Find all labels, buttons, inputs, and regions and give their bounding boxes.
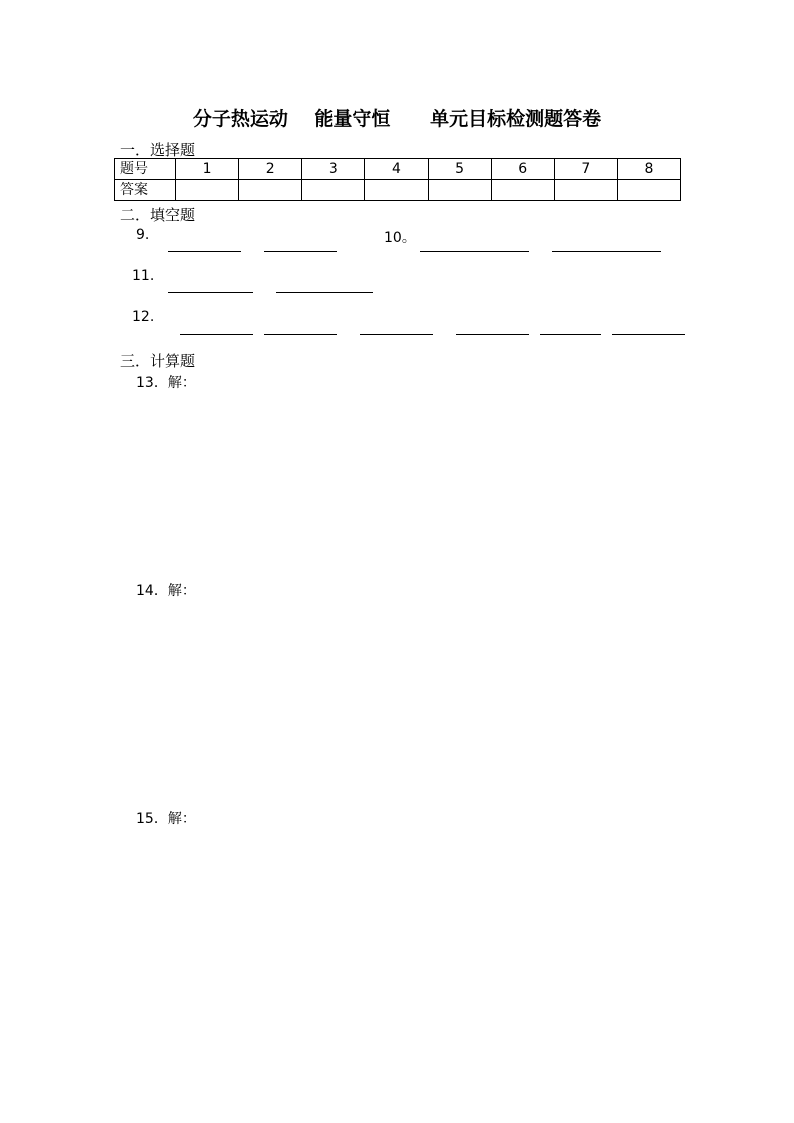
section-choice-heading: 一．选择题 <box>120 141 196 159</box>
answer-cell-8[interactable] <box>617 180 680 201</box>
question-9-blank-2[interactable] <box>264 251 337 252</box>
answer-table-col-6: 6 <box>491 159 554 180</box>
answer-table-header-label: 题号 <box>115 159 176 180</box>
question-11-number: 11. <box>132 268 155 284</box>
question-12-number: 12. <box>132 309 155 325</box>
answer-cell-1[interactable] <box>176 180 239 201</box>
question-12-blank-1[interactable] <box>180 334 253 335</box>
answer-table-col-7: 7 <box>554 159 617 180</box>
question-9-number: 9. <box>136 227 150 243</box>
question-10-number: 10。 <box>384 230 416 246</box>
answer-table-col-4: 4 <box>365 159 428 180</box>
answer-table-col-8: 8 <box>617 159 680 180</box>
question-12-blank-4[interactable] <box>456 334 529 335</box>
question-10-blank-1[interactable] <box>420 251 529 252</box>
question-9-blank-1[interactable] <box>168 251 241 252</box>
question-12-blank-5[interactable] <box>540 334 601 335</box>
answer-cell-2[interactable] <box>239 180 302 201</box>
answer-cell-3[interactable] <box>302 180 365 201</box>
question-14-label: 14．解： <box>136 583 196 599</box>
answer-cell-5[interactable] <box>428 180 491 201</box>
question-12-blank-6[interactable] <box>612 334 685 335</box>
question-12-blank-3[interactable] <box>360 334 433 335</box>
answer-table-answer-row <box>115 180 681 201</box>
answer-table-col-3: 3 <box>302 159 365 180</box>
question-13-label: 13．解： <box>136 375 196 391</box>
section-fill-heading: 二．填空题 <box>120 206 196 224</box>
answer-cell-7[interactable] <box>554 180 617 201</box>
question-10-blank-2[interactable] <box>552 251 661 252</box>
answer-table-header-row <box>115 159 681 180</box>
question-15-label: 15．解： <box>136 811 196 827</box>
question-12-blank-2[interactable] <box>264 334 337 335</box>
answer-table-col-2: 2 <box>239 159 302 180</box>
answer-cell-6[interactable] <box>491 180 554 201</box>
answer-cell-4[interactable] <box>365 180 428 201</box>
answer-table-col-1: 1 <box>176 159 239 180</box>
answer-table-col-5: 5 <box>428 159 491 180</box>
page-title: 分子热运动 能量守恒 单元目标检测题答卷 <box>192 108 602 130</box>
section-calc-heading: 三．计算题 <box>120 352 196 370</box>
answer-table <box>114 158 681 201</box>
question-11-blank-1[interactable] <box>168 292 253 293</box>
question-11-blank-2[interactable] <box>276 292 373 293</box>
answer-table-answer-label: 答案 <box>115 180 176 201</box>
